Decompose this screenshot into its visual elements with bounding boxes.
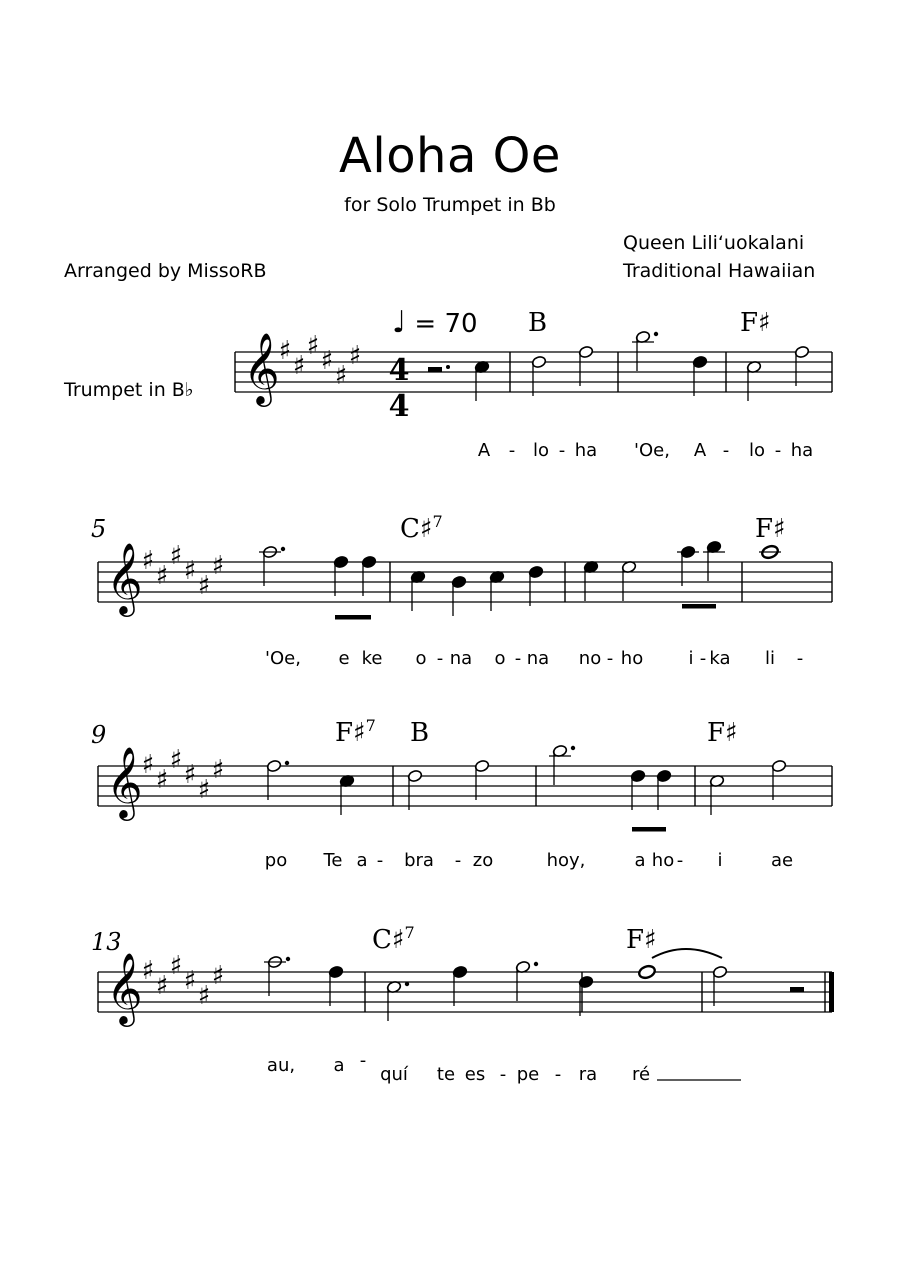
dot bbox=[571, 746, 575, 750]
title: Aloha Oe bbox=[339, 128, 561, 184]
lyric-syllable: ré bbox=[631, 1064, 651, 1085]
beam bbox=[335, 615, 371, 620]
lyric-syllable: po bbox=[264, 850, 288, 871]
dot bbox=[285, 761, 289, 765]
lyric-syllable: i bbox=[717, 850, 723, 871]
note bbox=[632, 330, 658, 371]
chord-symbol: F♯ bbox=[707, 718, 738, 748]
instrument-name: Trumpet in B♭ bbox=[64, 379, 194, 401]
treble-clef-icon bbox=[106, 331, 280, 1027]
note bbox=[386, 980, 409, 1021]
dot bbox=[405, 982, 409, 986]
chord-symbol: B bbox=[528, 308, 548, 338]
treble-clef-icon: 𝄞 bbox=[243, 331, 280, 404]
sharp-icon: ♯ bbox=[197, 775, 211, 805]
chord-symbol: F♯ bbox=[755, 514, 786, 544]
chord-extension: 7 bbox=[365, 716, 376, 735]
sharp-icon: ♯ bbox=[169, 951, 183, 981]
chord-symbol: B bbox=[410, 718, 430, 748]
note bbox=[759, 544, 781, 560]
dot bbox=[286, 957, 290, 961]
lyric-hyphen: - bbox=[499, 1064, 507, 1085]
notehead bbox=[638, 964, 657, 980]
lyric-syllable: Te bbox=[323, 850, 343, 871]
note bbox=[771, 759, 786, 800]
note bbox=[259, 545, 285, 586]
note bbox=[638, 964, 657, 980]
sharp-icon: ♯ bbox=[141, 956, 155, 986]
note bbox=[489, 570, 504, 611]
lyric-syllable: es bbox=[464, 1064, 486, 1085]
half-rest bbox=[428, 367, 442, 372]
treble-clef-icon: 𝄞 bbox=[106, 951, 143, 1024]
note bbox=[703, 540, 725, 581]
beam bbox=[682, 604, 716, 609]
note bbox=[656, 769, 671, 810]
note bbox=[474, 360, 489, 401]
lyric-hyphen: - bbox=[514, 648, 522, 669]
lyric-syllable: ha bbox=[574, 440, 598, 461]
sharp-icon: ♯ bbox=[334, 361, 348, 391]
note bbox=[339, 774, 354, 815]
lyric-syllable: 'Oe, bbox=[634, 440, 670, 461]
chord-symbol: F♯ bbox=[740, 308, 771, 338]
note bbox=[266, 759, 289, 800]
lyric-syllable: o bbox=[415, 648, 427, 669]
measure-number: 5 bbox=[91, 515, 107, 543]
sharp-icon: ♯ bbox=[141, 750, 155, 780]
lyric-syllable: ke bbox=[361, 648, 383, 669]
lyric-hyphen: - bbox=[676, 850, 684, 871]
note bbox=[531, 355, 546, 396]
beam bbox=[632, 827, 666, 832]
note bbox=[264, 955, 290, 996]
final-barline-thick bbox=[829, 972, 834, 1012]
chord-extension: 7 bbox=[404, 923, 415, 942]
lyric-syllable: a bbox=[634, 850, 646, 871]
chord-root: F♯ bbox=[335, 718, 366, 748]
sharp-icon: ♯ bbox=[155, 561, 169, 591]
sharp-icon: ♯ bbox=[169, 541, 183, 571]
sharp-icon: ♯ bbox=[141, 546, 155, 576]
quarter-note-icon: ♩ bbox=[392, 305, 407, 340]
sharp-icon: ♯ bbox=[278, 336, 292, 366]
sharp-icon: ♯ bbox=[197, 571, 211, 601]
sharp-icon: ♯ bbox=[169, 745, 183, 775]
arranger: Arranged by MissoRB bbox=[64, 260, 267, 282]
lyric-syllable: lo bbox=[748, 440, 766, 461]
lyric-hyphen: - bbox=[359, 1050, 367, 1071]
sharp-icon: ♯ bbox=[155, 971, 169, 1001]
lyric-syllable: o bbox=[494, 648, 506, 669]
sharp-icon: ♯ bbox=[292, 351, 306, 381]
treble-clef-icon: 𝄞 bbox=[106, 745, 143, 818]
lyric-syllable: ka bbox=[709, 648, 731, 669]
lyric-hyphen: - bbox=[699, 648, 707, 669]
chord-symbol: F♯ bbox=[626, 925, 657, 955]
note bbox=[692, 355, 707, 396]
lyric-syllable: ra bbox=[578, 1064, 598, 1085]
note bbox=[410, 570, 425, 611]
lyric-syllable: a bbox=[333, 1055, 345, 1076]
lyric-syllable: au, bbox=[266, 1055, 296, 1076]
lyric-hyphen: - bbox=[454, 850, 462, 871]
note bbox=[451, 575, 466, 616]
note bbox=[630, 769, 645, 810]
chord-root: C♯ bbox=[400, 514, 433, 544]
lyric-syllable: 'Oe, bbox=[265, 648, 301, 669]
sharp-icon: ♯ bbox=[211, 755, 225, 785]
sharp-icon: ♯ bbox=[306, 331, 320, 361]
lyric-syllable: quí bbox=[380, 1064, 408, 1085]
sharp-icon: ♯ bbox=[348, 341, 362, 371]
composer-origin: Traditional Hawaiian bbox=[623, 260, 816, 282]
note bbox=[528, 565, 543, 606]
lyric-hyphen: - bbox=[774, 440, 782, 461]
sharp-icon: ♯ bbox=[197, 981, 211, 1011]
lyric-hyphen: - bbox=[376, 850, 384, 871]
staff-lines bbox=[98, 352, 834, 1012]
lyric-syllable: lo bbox=[532, 440, 550, 461]
lyric-hyphen: - bbox=[722, 440, 730, 461]
lyric-syllable: hoy, bbox=[546, 850, 586, 871]
sharp-icon: ♯ bbox=[211, 961, 225, 991]
tie bbox=[652, 949, 722, 958]
lyric-syllable: a bbox=[356, 850, 368, 871]
lyric-syllable: A bbox=[477, 440, 491, 461]
lyric-syllable: bra bbox=[404, 850, 434, 871]
half-rest bbox=[790, 987, 804, 992]
lyric-syllable: na bbox=[526, 648, 550, 669]
time-signature-top: 4 bbox=[388, 353, 410, 388]
notes bbox=[259, 330, 810, 1021]
chord-extension: 7 bbox=[432, 512, 443, 531]
subtitle: for Solo Trumpet in Bb bbox=[344, 194, 556, 216]
lyric-syllable: ha bbox=[790, 440, 814, 461]
dot bbox=[281, 547, 285, 551]
note bbox=[515, 960, 538, 1001]
lyric-hyphen: - bbox=[554, 1064, 562, 1085]
note bbox=[583, 560, 598, 601]
time-signature-bottom: 4 bbox=[388, 389, 410, 424]
lyric-syllable: no bbox=[578, 648, 602, 669]
dot bbox=[654, 332, 658, 336]
measure-number: 9 bbox=[91, 721, 107, 749]
chord-root: C♯ bbox=[372, 925, 405, 955]
composer: Queen Lili‘uokalani bbox=[623, 232, 805, 254]
note bbox=[746, 360, 761, 401]
lyric-hyphen: - bbox=[508, 440, 516, 461]
sharp-icon: ♯ bbox=[320, 346, 334, 376]
lyric-syllable: e bbox=[338, 648, 350, 669]
note bbox=[578, 345, 593, 386]
dot bbox=[446, 365, 450, 369]
note bbox=[621, 560, 636, 601]
note bbox=[709, 774, 724, 815]
lyric-syllable: te bbox=[436, 1064, 456, 1085]
note bbox=[333, 555, 348, 596]
tempo-value: = 70 bbox=[414, 309, 478, 339]
lyric-syllable: zo bbox=[472, 850, 494, 871]
lyric-syllable: ae bbox=[770, 850, 794, 871]
sharp-icon: ♯ bbox=[183, 760, 197, 790]
note bbox=[794, 345, 809, 386]
note bbox=[328, 965, 343, 1006]
lyric-syllable: pe bbox=[516, 1064, 540, 1085]
dot bbox=[534, 962, 538, 966]
note bbox=[407, 769, 422, 810]
sharp-icon: ♯ bbox=[155, 765, 169, 795]
sharp-icon: ♯ bbox=[183, 556, 197, 586]
key-signature bbox=[142, 331, 362, 1011]
treble-clef-icon: 𝄞 bbox=[106, 541, 143, 614]
measure-number: 13 bbox=[91, 928, 122, 956]
lyric-syllable: li bbox=[764, 648, 776, 669]
lyric-syllable: A bbox=[693, 440, 707, 461]
note bbox=[474, 759, 489, 800]
lyric-hyphen: - bbox=[606, 648, 614, 669]
lyric-hyphen: - bbox=[796, 648, 804, 669]
note bbox=[712, 965, 727, 1006]
note bbox=[578, 975, 593, 1016]
sharp-icon: ♯ bbox=[183, 966, 197, 996]
note bbox=[452, 965, 467, 1006]
note bbox=[677, 545, 699, 586]
sharp-icon: ♯ bbox=[211, 551, 225, 581]
lyric-hyphen: - bbox=[436, 648, 444, 669]
lyric-hyphen: - bbox=[558, 440, 566, 461]
note bbox=[361, 555, 376, 596]
lyric-syllable: na bbox=[449, 648, 473, 669]
note bbox=[549, 744, 575, 785]
lyric-syllable: ho bbox=[620, 648, 644, 669]
time-signature bbox=[389, 353, 410, 424]
lyric-syllable: ho bbox=[651, 850, 675, 871]
lyric-syllable: i bbox=[688, 648, 694, 669]
